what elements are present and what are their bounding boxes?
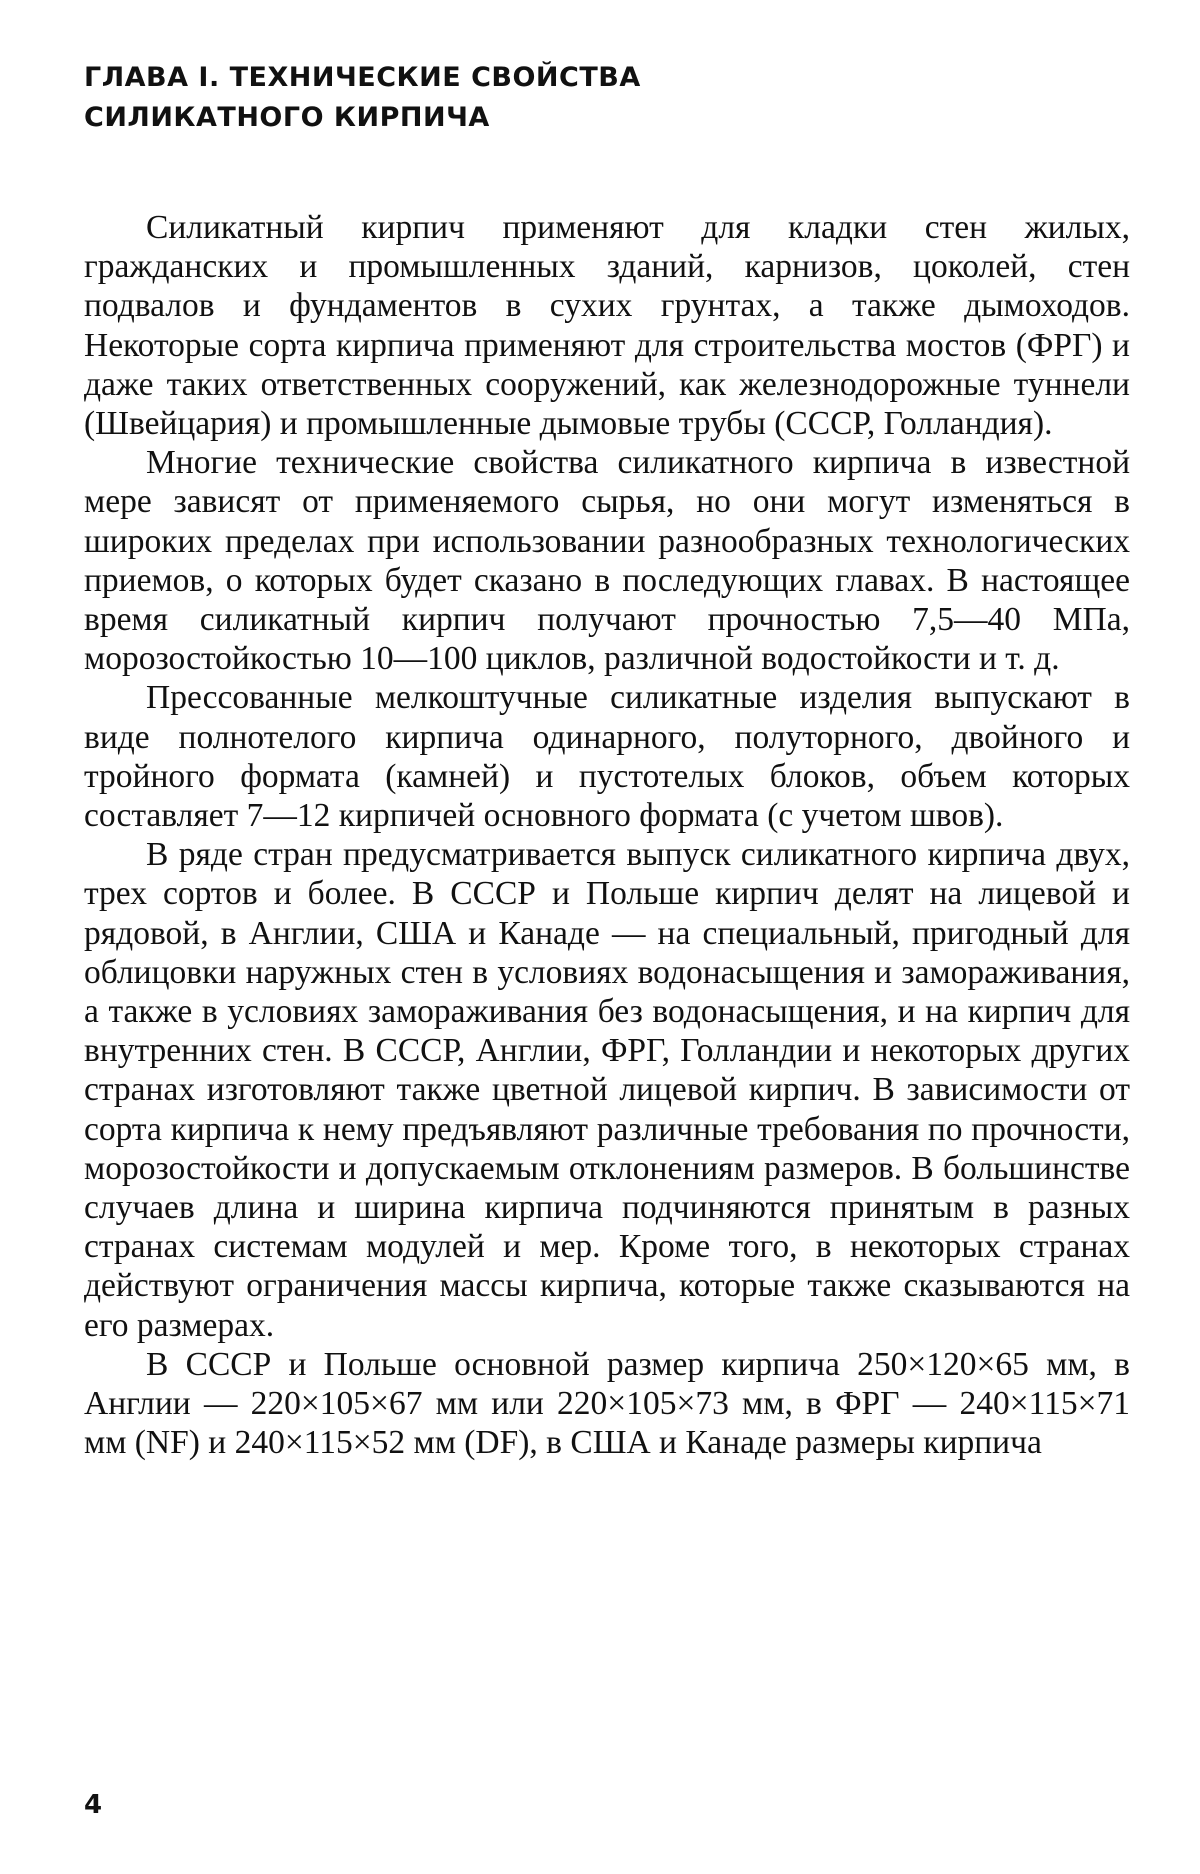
paragraph-3: Прессованные мелкоштучные силикатные изделия выпускают в виде полнотелого кирпича одинарного, полуторного, двойного и тройного формата (камней) и пустотелых блоков, объем которых составляет 7—12 кирпичей основного формата (с учетом швов). xyxy=(84,679,1130,835)
page-number: 4 xyxy=(84,1790,103,1820)
chapter-title xyxy=(84,58,1130,138)
paragraph-4: В ряде стран предусматривается выпуск силикатного кирпича двух, трех сортов и более. В СССР и Польше кирпич делят на лицевой и рядовой, в Англии, США и Канаде — на специальный, пригодный для облицовки наружных стен в условиях водонасыщения и замораживания, а также в условиях замораживания без водонасыщения, и на кирпич для внутренних стен. В СССР, Англии, ФРГ, Голландии и некоторых других странах изготовляют также цветной лицевой кирпич. В зависимости от сорта кирпича к нему предъявляют различные требования по прочности, морозостойкости и допускаемым отклонениям размеров. В большинстве случаев длина и ширина кирпича подчиняются принятым в разных странах системам модулей и мер. Кроме того, в некоторых странах действуют ограничения массы кирпича, которые также сказываются на его размерах. xyxy=(84,836,1130,1344)
paragraph-2: Многие технические свойства силикатного кирпича в известной мере зависят от применяемого сырья, но они могут изменяться в широких пределах при использовании разнообразных технологических приемов, о которых будет сказано в последующих главах. В настоящее время силикатный кирпич получают прочностью 7,5—40 МПа, морозостойкостью 10—100 циклов, различной водостойкости и т. д. xyxy=(84,444,1130,678)
body-text xyxy=(84,208,1130,1463)
paragraph-5: В СССР и Польше основной размер кирпича 250×120×65 мм, в Англии — 220×105×67 мм или 220×105×73 мм, в ФРГ — 240×115×71 мм (NF) и 240×115×52 мм (DF), в США и Канаде размеры кирпича xyxy=(84,1345,1130,1462)
paragraph-1: Силикатный кирпич применяют для кладки стен жилых, гражданских и промышленных зданий, карнизов, цоколей, стен подвалов и фундаментов в сухих грунтах, а также дымоходов. Некоторые сорта кирпича применяют для строительства мостов (ФРГ) и даже таких ответственных сооружений, как железнодорожные туннели (Швейцария) и промышленные дымовые трубы (СССР, Голландия). xyxy=(84,209,1130,443)
page xyxy=(84,58,1130,1463)
chapter-title-line-2: СИЛИКАТНОГО КИРПИЧА xyxy=(84,102,490,133)
chapter-title-line-1: ГЛАВА I. ТЕХНИЧЕСКИЕ СВОЙСТВА xyxy=(84,62,641,93)
